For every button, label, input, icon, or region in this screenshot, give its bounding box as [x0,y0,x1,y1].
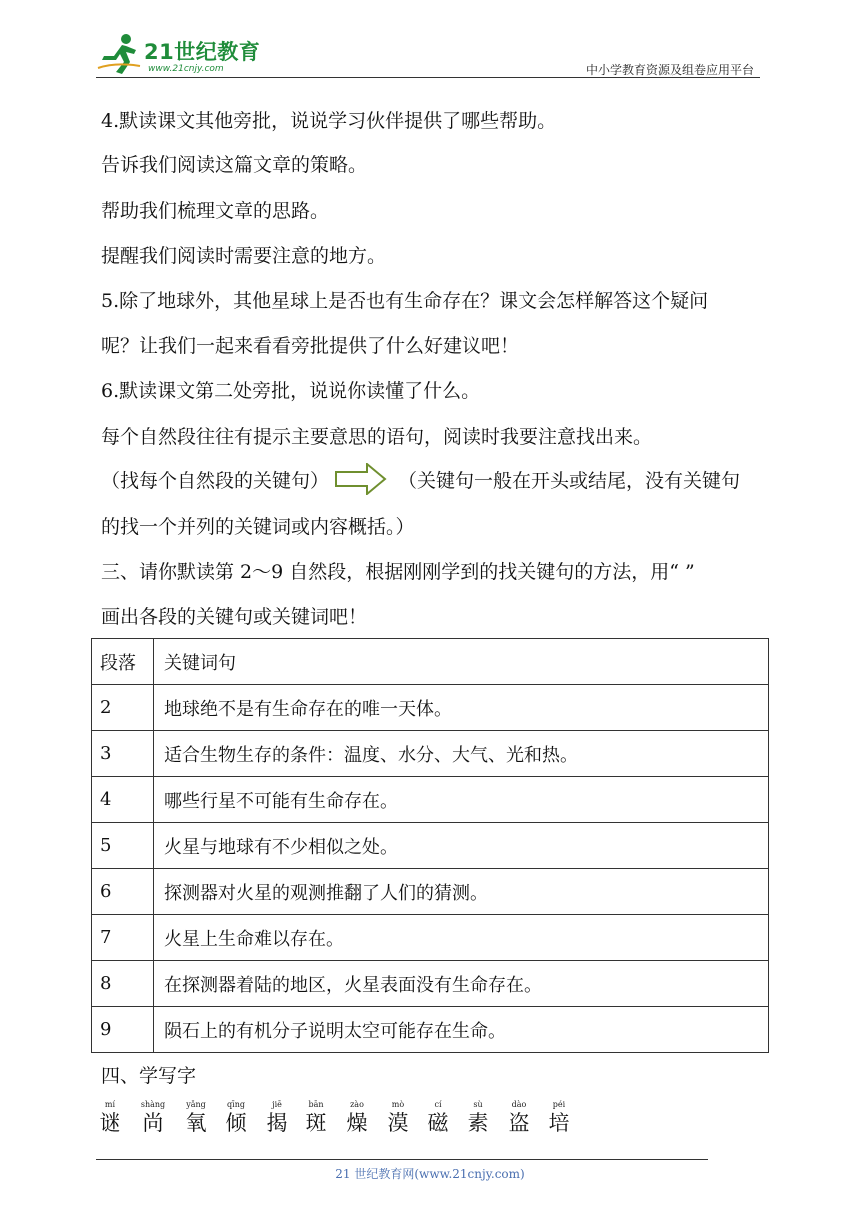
pinyin: sù [473,1100,483,1109]
table-row [92,685,769,731]
character-item [337,1100,377,1136]
paragraph-number: 6 [92,869,154,915]
hanzi: 燥 [346,1111,368,1135]
hanzi: 培 [548,1111,570,1135]
runner-logo-icon [96,32,144,76]
paragraph-number: 8 [92,961,154,1007]
paragraph-q5-line1: 5.除了地球外，其他星球上是否也有生命存在？课文会怎样解答这个疑问 [101,290,709,312]
table-row [92,1007,769,1053]
pinyin: dào [511,1100,527,1109]
table-row [92,961,769,1007]
hanzi: 氧 [185,1111,207,1135]
section-3-instruction-line1: 三、请你默读第 2～9 自然段，根据刚刚学到的找关键句的方法，用“ ” [101,561,695,583]
hanzi: 素 [467,1111,489,1135]
hanzi: 漠 [387,1111,409,1135]
paragraph-find-key-sentence: （找每个自然段的关键句） [101,470,330,492]
paragraph-answer-1: 告诉我们阅读这篇文章的策略。 [101,154,368,176]
logo-text: 21世纪教育 [144,40,261,64]
character-item [539,1100,579,1136]
section-3-instruction-line2: 画出各段的关键句或关键词吧！ [101,606,368,628]
character-item [458,1100,498,1136]
pinyin: péi [552,1100,566,1109]
section-4-title: 四、学写字 [101,1065,197,1087]
character-item [296,1100,336,1136]
right-arrow-icon [335,463,387,495]
paragraph-key-sentence-note-line1: （关键句一般在开头或结尾，没有关键句 [398,470,741,492]
table-header-row [92,639,769,685]
paragraph-q4: 4.默读课文其他旁批，说说学习伙伴提供了哪些帮助。 [101,110,557,132]
character-item [216,1100,256,1136]
character-item [378,1100,418,1136]
key-sentence: 地球绝不是有生命存在的唯一天体。 [154,685,769,731]
hanzi: 磁 [427,1111,449,1135]
paragraph-answer-2: 帮助我们梳理文章的思路。 [101,200,330,222]
pinyin: zào [350,1100,364,1109]
pinyin: mò [391,1100,405,1109]
character-item [257,1100,297,1136]
table-row [92,915,769,961]
key-sentence-table [91,638,769,1053]
hanzi: 斑 [305,1111,327,1135]
page-header [96,30,760,80]
pinyin: qīng [227,1100,245,1109]
table-row [92,731,769,777]
paragraph-key-sentence-note-line2: 的找一个并列的关键词或内容概括。） [101,516,415,538]
pinyin: bān [308,1100,324,1109]
paragraph-number: 7 [92,915,154,961]
character-list [96,1100,696,1140]
paragraph-number: 4 [92,777,154,823]
paragraph-number: 2 [92,685,154,731]
key-sentence: 火星与地球有不少相似之处。 [154,823,769,869]
hanzi: 倾 [225,1111,247,1135]
key-sentence: 火星上生命难以存在。 [154,915,769,961]
character-item [418,1100,458,1136]
paragraph-number: 3 [92,731,154,777]
key-sentence: 探测器对火星的观测推翻了人们的猜测。 [154,869,769,915]
character-item [499,1100,539,1136]
pinyin: shàng [140,1100,166,1109]
header-key-sentence: 关键词句 [154,639,769,685]
key-sentence: 适合生物生存的条件：温度、水分、大气、光和热。 [154,731,769,777]
paragraph-q6: 6.默读课文第二处旁批，说说你读懂了什么。 [101,380,481,402]
table-row [92,869,769,915]
hanzi: 揭 [266,1111,288,1135]
paragraph-q6-answer: 每个自然段往往有提示主要意思的语句，阅读时我要注意找出来。 [101,426,653,448]
character-item [176,1100,216,1136]
hanzi: 盗 [508,1111,530,1135]
hanzi: 谜 [99,1111,121,1135]
key-sentence: 在探测器着陆的地区，火星表面没有生命存在。 [154,961,769,1007]
header-divider [96,77,760,78]
hanzi: 尚 [142,1111,164,1135]
character-item [133,1100,173,1136]
paragraph-number: 5 [92,823,154,869]
header-paragraph: 段落 [92,639,154,685]
pinyin: jiē [272,1100,282,1109]
logo-url: www.21cnjy.com [148,64,224,74]
key-sentence: 哪些行星不可能有生命存在。 [154,777,769,823]
pinyin: mí [104,1100,116,1109]
footer-link[interactable]: 21 世纪教育网(www.21cnjy.com) [335,1167,525,1181]
paragraph-q5-line2: 呢？让我们一起来看看旁批提供了什么好建议吧！ [101,335,520,357]
character-item [90,1100,130,1136]
table-row [92,823,769,869]
pinyin: yǎng [186,1100,206,1109]
footer-divider [96,1159,708,1160]
table-row [92,777,769,823]
site-logo[interactable] [96,32,266,76]
paragraph-answer-3: 提醒我们阅读时需要注意的地方。 [101,245,387,267]
platform-tagline: 中小学教育资源及组卷应用平台 [585,63,754,77]
pinyin: cí [434,1100,442,1109]
key-sentence: 陨石上的有机分子说明太空可能存在生命。 [154,1007,769,1053]
paragraph-number: 9 [92,1007,154,1053]
